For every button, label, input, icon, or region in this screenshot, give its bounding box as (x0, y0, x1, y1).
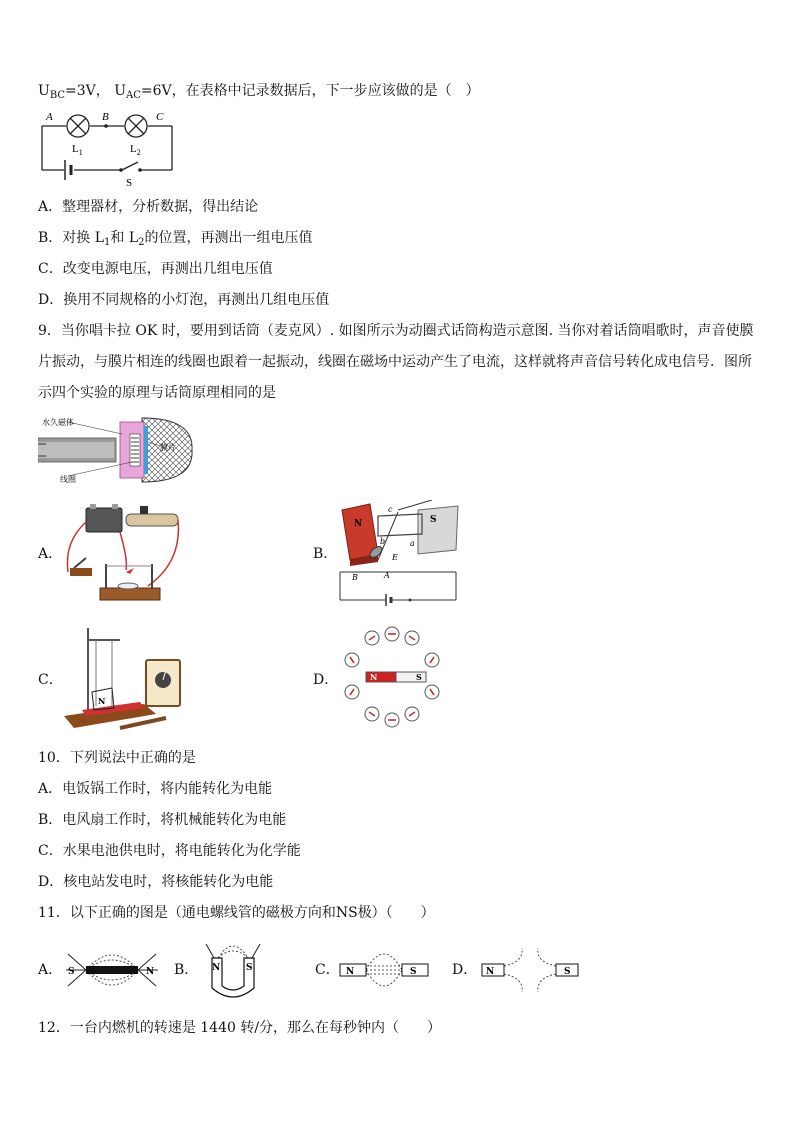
fig11d-n-pole: N (486, 967, 495, 977)
series-circuit-diagram (38, 110, 178, 190)
fig-b-s-pole: S (430, 515, 437, 525)
q8-option-a: A．整理器材，分析数据，得出结论 (38, 199, 259, 215)
q9-question-text: 9．当你唱卡拉 OK 时，要用到话筒（麦克风）. 如图所示为动圈式话筒构造示意图. 当你对着话筒唱歌时，声音使膜片振动，与膜片相连的线圈也跟着一起振动，线圈在磁场中运动产生了电流，这样就将声音信号转化成电信号．图所示四个实验的原理与话筒原理相同的是 (38, 323, 754, 401)
q8-option-d: D．换用不同规格的小灯泡，再测出几组电压值 (38, 292, 330, 308)
fig11a-n-pole: N (146, 967, 155, 977)
mic-membrane-label: 膜片 (160, 443, 176, 452)
point-b-label: B (102, 111, 109, 123)
mic-magnet-label: 水久磁体 (42, 418, 74, 427)
fig11b-s-pole: S (246, 963, 253, 973)
u-ac-value: =6V，在表格中记录数据后，下一步应该做的是（ ） (140, 83, 480, 99)
q11-option-d-label: D． (452, 962, 478, 978)
q11-option-c-label: C． (315, 962, 340, 978)
q11-question-text: 11．以下正确的图是（通电螺线管的磁极方向和NS极）（ ） (38, 905, 435, 921)
fig-b-b-brush-label: B (352, 573, 358, 582)
q9-figure-d-compasses-around-bar-magnet (338, 626, 446, 730)
q9-option-a-label: A． (38, 546, 63, 562)
q11-figure-a-bar-magnet-field (64, 940, 160, 1000)
lamp-l2-label: $L_2$ (130, 143, 141, 157)
fig11c-s-pole: S (410, 967, 417, 977)
fig-b-e-label: E (392, 553, 398, 562)
q9-figure-a-circuit-with-motor (60, 502, 182, 606)
q10-option-c: C．水果电池供电时，将电能转化为化学能 (38, 843, 301, 859)
q9-figure-b-coil-in-magnetic-field (338, 500, 460, 610)
q10-option-d: D．核电站发电时，将核能转化为电能 (38, 874, 274, 890)
q10-option-b: B．电风扇工作时，将机械能转化为电能 (38, 812, 287, 828)
q9-option-b-label: B． (313, 546, 338, 562)
fig-d-s-pole: S (416, 672, 422, 682)
fig11a-s-pole: S (68, 967, 75, 977)
q11-option-a-label: A． (38, 962, 63, 978)
u-bc-subscript: BC (49, 90, 65, 101)
q11-figure-b-u-magnet-field (198, 938, 268, 1004)
microphone-diagram (38, 412, 194, 486)
fig11d-s-pole: S (564, 967, 571, 977)
q10-question-text: 10．下列说法中正确的是 (38, 750, 196, 766)
u-ac-subscript: AC (126, 90, 141, 101)
fig-c-n-pole: N (98, 696, 106, 706)
switch-s-label: S (126, 177, 133, 189)
fig-b-a-brush-label: A (384, 571, 390, 580)
u-bc-symbol: U (38, 83, 50, 99)
q8-option-c: C．改变电源电压，再测出几组电压值 (38, 261, 273, 277)
lamp-l1-label: $L_1$ (72, 143, 83, 157)
q9-option-d-label: D． (313, 672, 339, 688)
q11-figure-c-opposing-poles-field (338, 944, 432, 996)
point-c-label: C (156, 111, 164, 123)
fig-b-c-label: c (388, 505, 393, 514)
q9-option-c-label: C． (38, 672, 63, 688)
q11-figure-d-like-poles-field (480, 944, 580, 996)
fig11c-n-pole: N (346, 967, 355, 977)
point-a-label: A (46, 111, 53, 123)
intro-line (38, 81, 480, 106)
u-bc-value: =3V， (65, 83, 110, 99)
fig11b-n-pole: N (212, 963, 221, 973)
q12-question-text: 12．一台内燃机的转速是 1440 转/分，那么在每秒钟内（ ） (38, 1020, 442, 1036)
q11-option-b-label: B． (174, 962, 199, 978)
u-ac-symbol: U (114, 83, 127, 99)
fig-b-a-label: a (410, 539, 415, 548)
fig-d-n-pole: N (370, 672, 378, 682)
q9-figure-c-galvanometer-with-magnet (60, 624, 184, 736)
q10-option-a: A．电饭锅工作时，将内能转化为电能 (38, 781, 273, 797)
mic-coil-label: 线圈 (60, 475, 76, 484)
fig-b-b-label: b (380, 537, 386, 546)
fig-b-n-pole: N (354, 519, 363, 529)
q8-option-b: B．对换 $L_1$和 $L_2$的位置，再测出一组电压值 (38, 230, 313, 248)
